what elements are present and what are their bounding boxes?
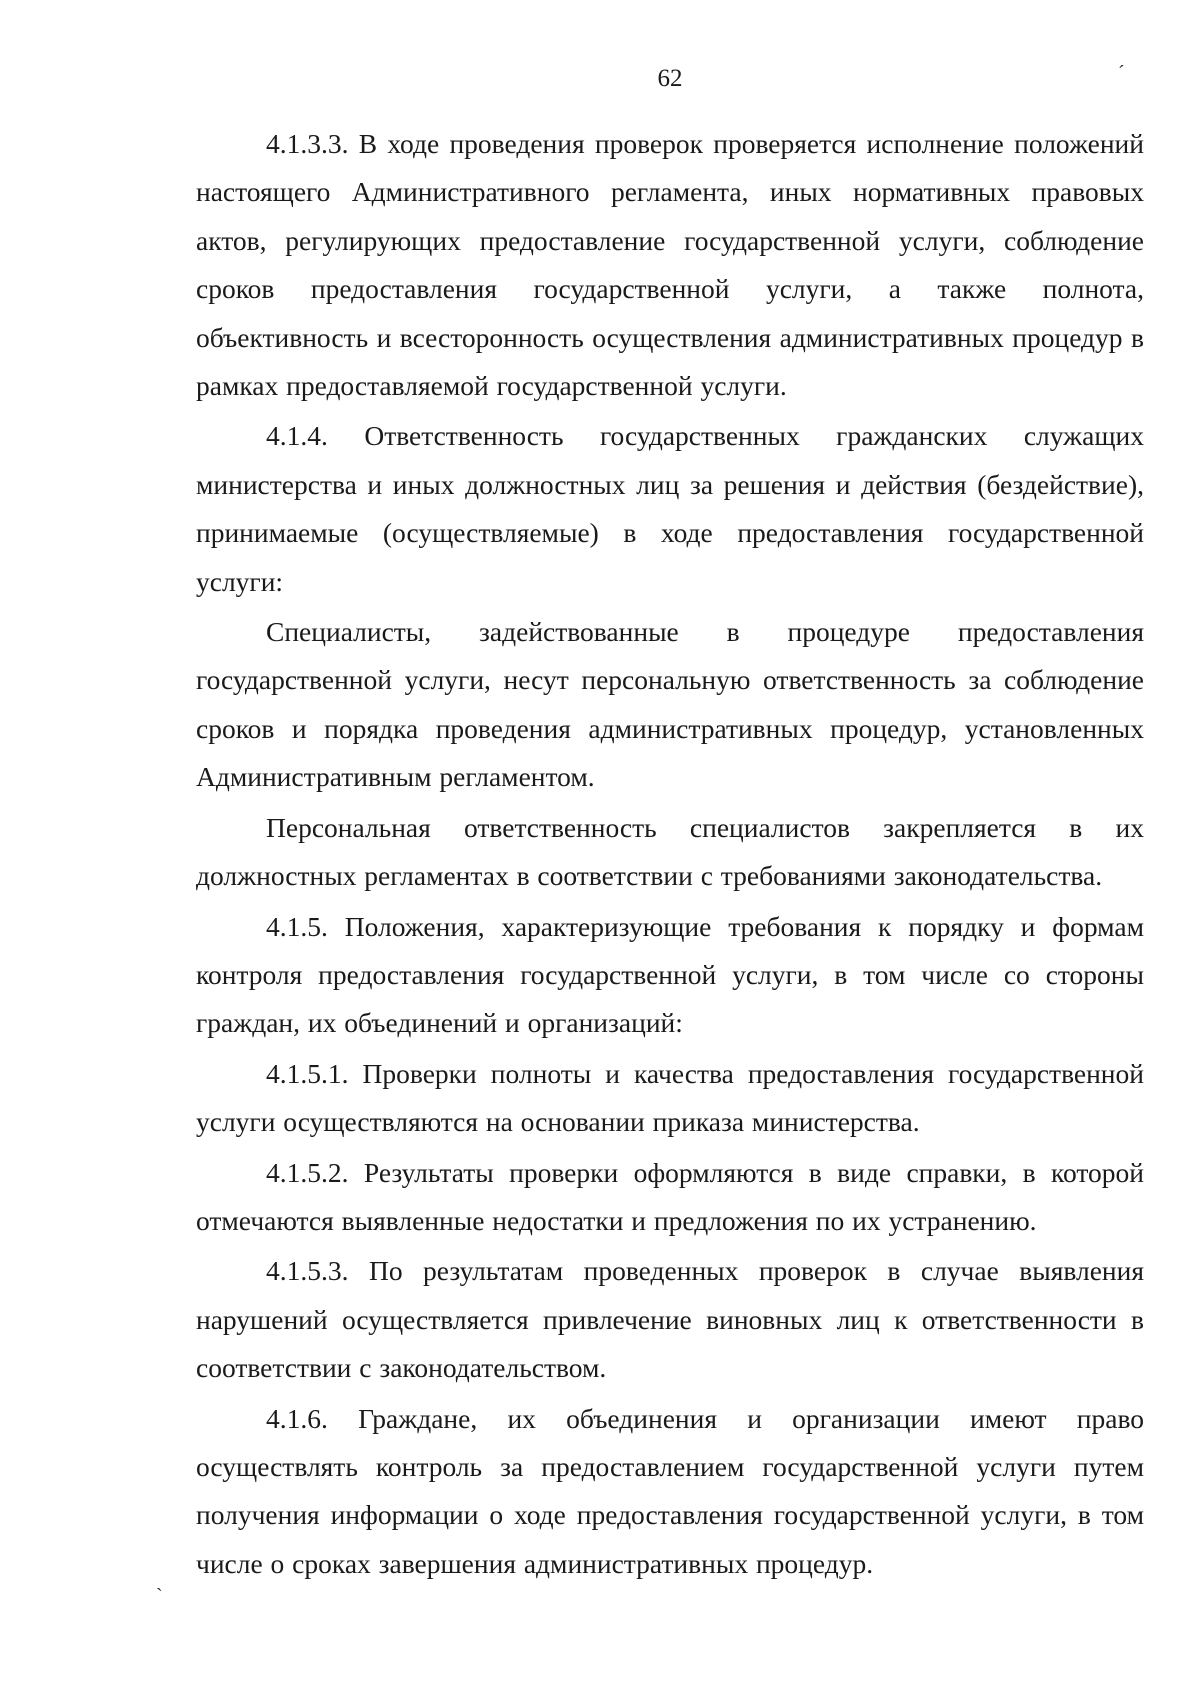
scan-mark: ´ (1118, 62, 1125, 84)
paragraph-4-1-5-1: 4.1.5.1. Проверки полноты и качества предоставления государственной услуги осуществляются на основании приказа министерства. (196, 1057, 1144, 1138)
paragraph-4-1-5: 4.1.5. Положения, характеризующие требования к порядку и формам контроля предоставления государственной услуги, в том числе со стороны граждан, их объединений и организаций: (196, 910, 1144, 1039)
paragraph-4-1-4: 4.1.4. Ответственность государственных гражданских служащих министерства и иных должностных лиц за решения и действия (бездействие), принимаемые (осуществляемые) в ходе предоставления государственной услуги: (196, 420, 1144, 597)
paragraph-4-1-6: 4.1.6. Граждане, их объединения и организации имеют право осуществлять контроль за предоставлением государственной услуги путем получения информации о ходе предоставления государственной услуги, в том числе о сроках завершения административных процедур. (196, 1402, 1144, 1579)
scan-mark: ` (156, 1585, 163, 1607)
paragraph-specialists: Специалисты, задействованные в процедуре предоставления государственной услуги, несут персональную ответственность за соблюдение сроков и порядка проведения административных процедур, установленных Административным регламентом. (196, 616, 1144, 793)
paragraph-4-1-3-3: 4.1.3.3. В ходе проведения проверок проверяется исполнение положений настоящего Административного регламента, иных нормативных правовых актов, регулирующих предоставление государственной услуги, соблюдение сроков предоставления государственной услуги, а также полнота, объективность и всесторонность осуществления административных процедур в рамках предоставляемой государственной услуги. (196, 128, 1144, 402)
document-body (196, 120, 1144, 1590)
paragraph-4-1-5-2: 4.1.5.2. Результаты проверки оформляются в виде справки, в которой отмечаются выявленные недостатки и предложения по их устранению. (196, 1156, 1144, 1236)
page-number: 62 (657, 65, 683, 92)
paragraph-4-1-5-3: 4.1.5.3. По результатам проведенных проверок в случае выявления нарушений осуществляется привлечение виновных лиц к ответственности в соответствии с законодательством. (196, 1255, 1144, 1384)
paragraph-personal-responsibility: Персональная ответственность специалистов закрепляется в их должностных регламентах в соответствии с требованиями законодательства. (196, 811, 1144, 892)
